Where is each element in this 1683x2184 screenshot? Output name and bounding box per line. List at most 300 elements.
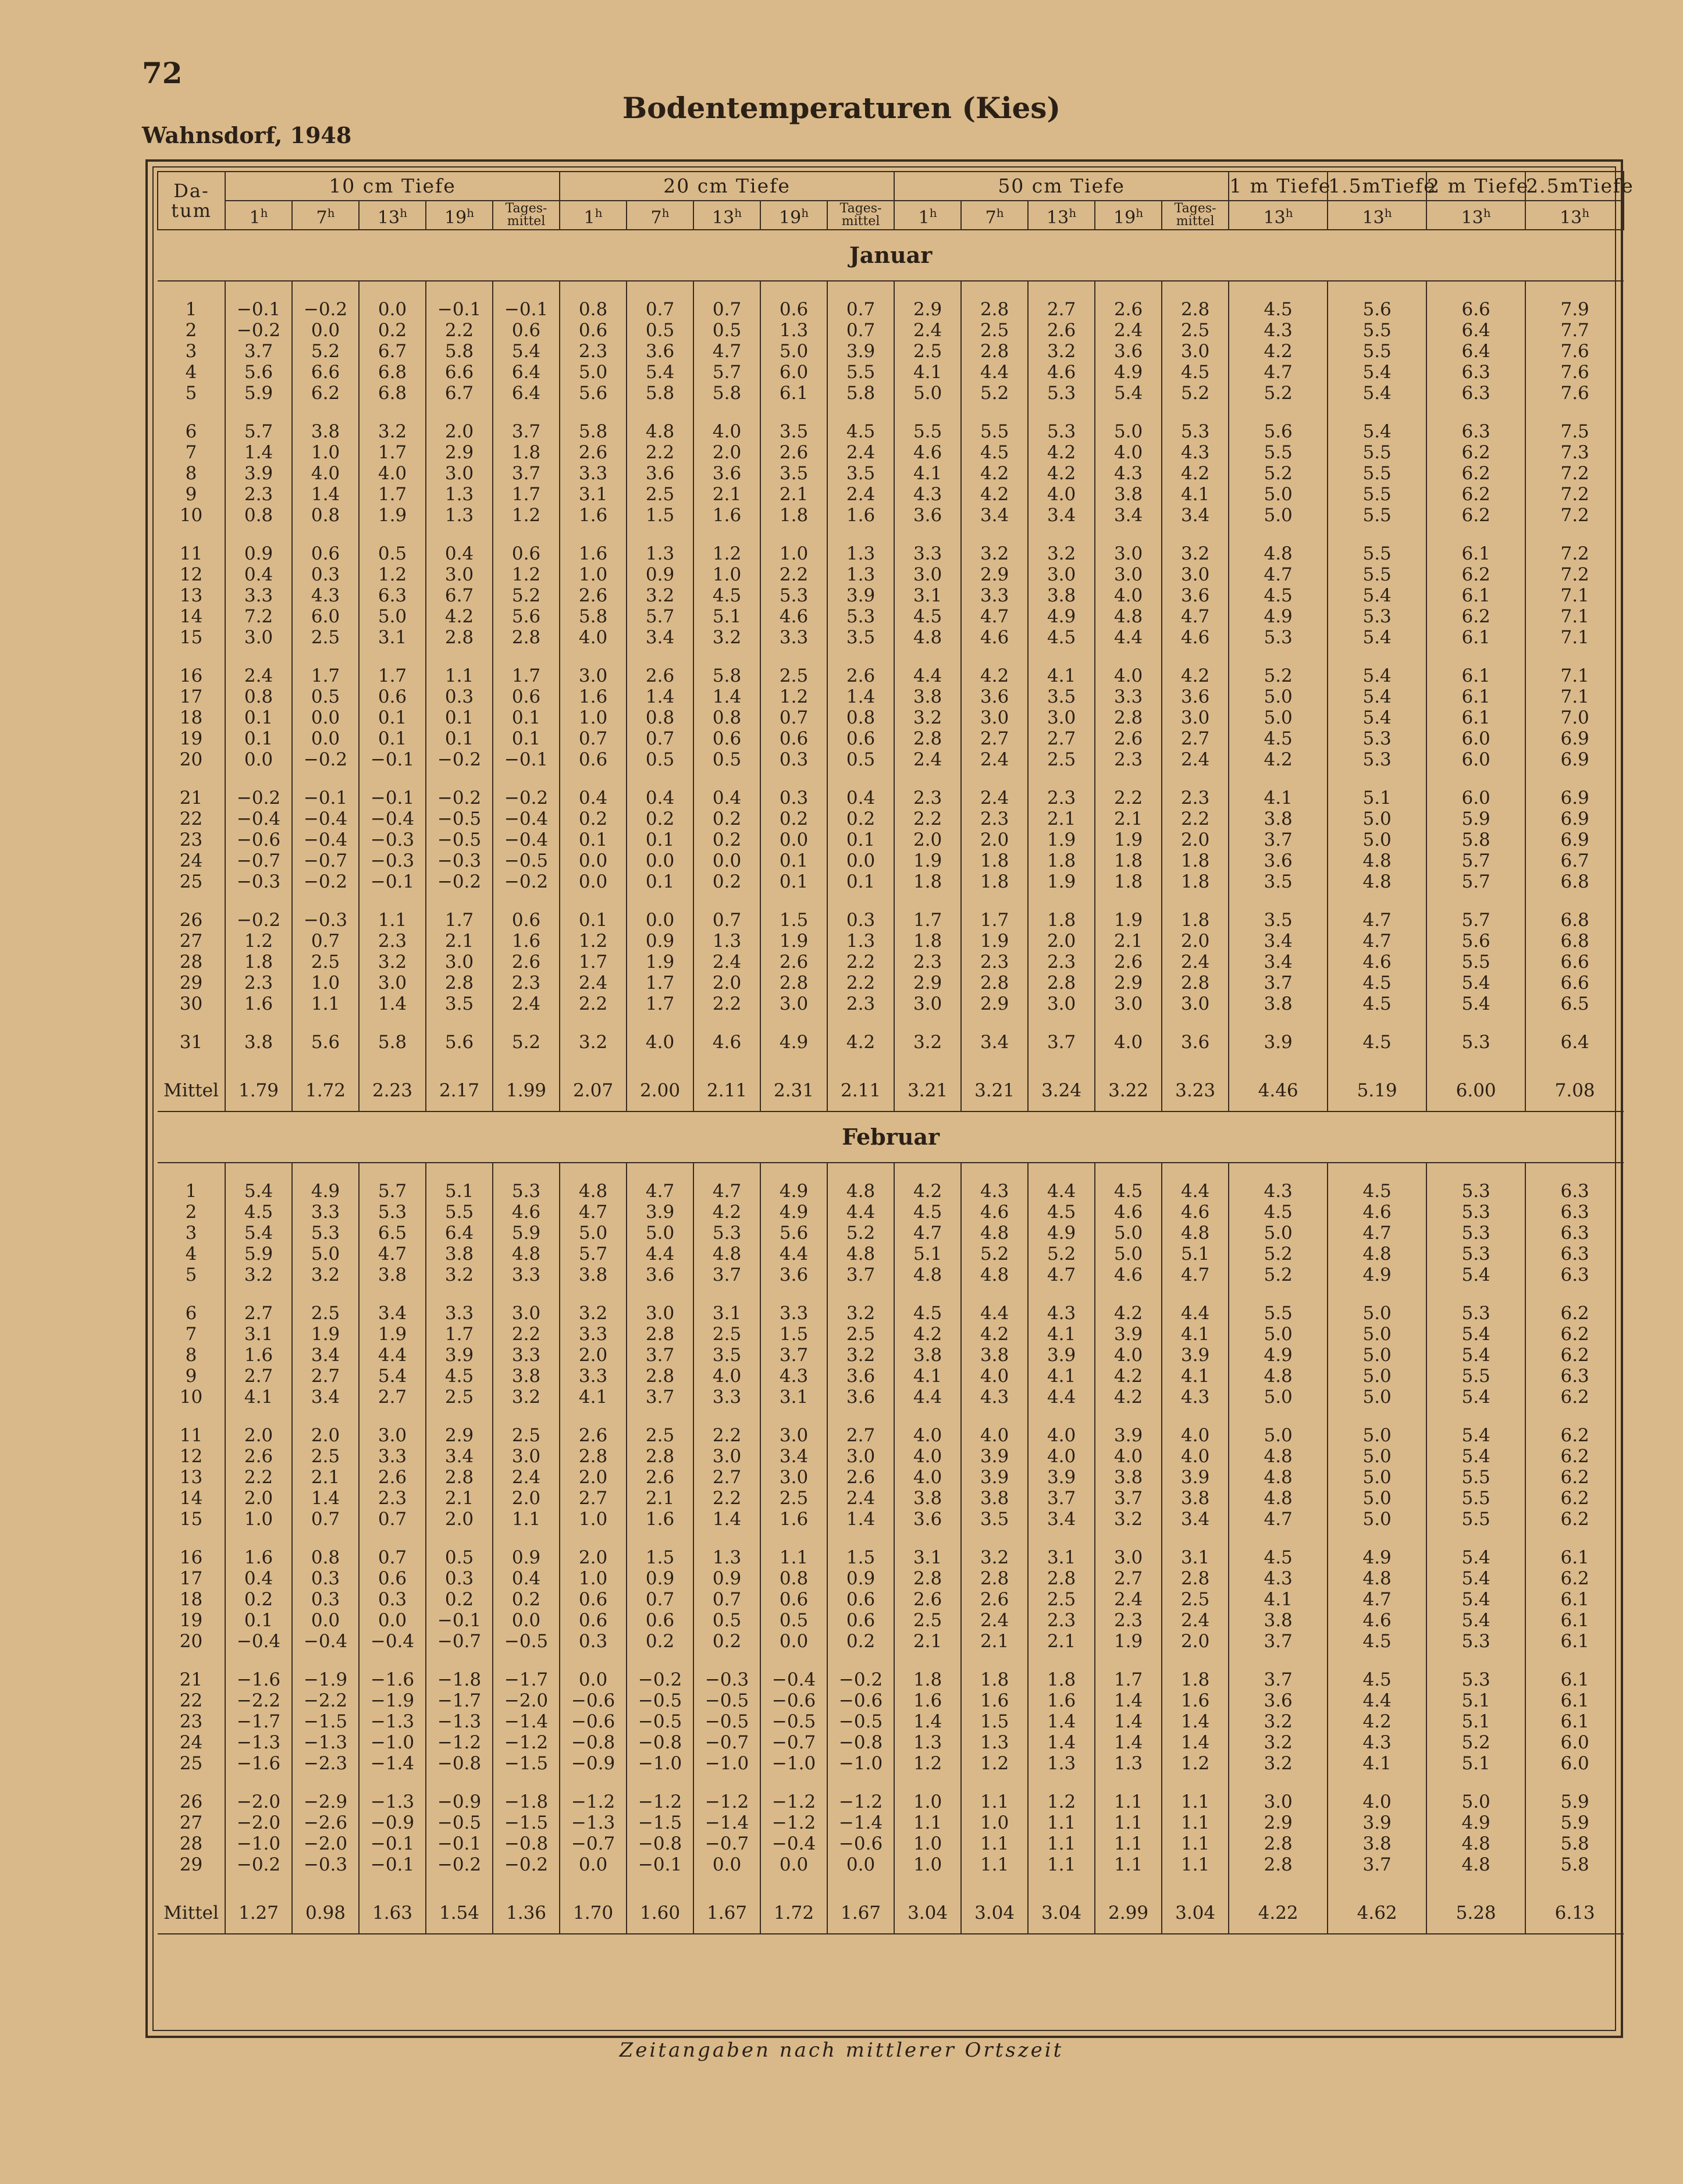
value-cell: 2.4 xyxy=(493,1467,560,1488)
value-cell: 4.0 xyxy=(1028,1425,1095,1446)
value-cell: 6.3 xyxy=(1525,1244,1624,1264)
spacer-cell xyxy=(760,1875,827,1893)
value-cell: −0.5 xyxy=(426,808,493,829)
value-cell: 0.1 xyxy=(359,707,426,728)
spacer-cell xyxy=(693,1875,760,1893)
value-cell: 4.8 xyxy=(1328,850,1426,871)
day-cell: 28 xyxy=(179,952,203,972)
day-cell: 23 xyxy=(179,829,203,850)
value-cell: 0.5 xyxy=(359,543,426,564)
value-cell: 5.3 xyxy=(493,1181,560,1202)
value-cell: 3.0 xyxy=(1162,707,1229,728)
value-cell: 3.3 xyxy=(760,627,827,648)
value-cell: 5.1 xyxy=(1328,788,1426,808)
spacer-cell xyxy=(1095,1875,1162,1893)
value-cell: 3.0 xyxy=(1162,341,1229,362)
day-cell: 16 xyxy=(179,1547,203,1568)
value-cell: 2.6 xyxy=(1028,320,1095,341)
spacer-row xyxy=(158,1163,1624,1181)
value-cell: 1.0 xyxy=(292,442,359,463)
table-row xyxy=(158,1589,1624,1610)
value-cell: 1.6 xyxy=(1028,1690,1095,1711)
spacer-cell xyxy=(1525,648,1624,665)
value-cell: 4.5 xyxy=(1028,627,1095,648)
value-cell: 5.9 xyxy=(1426,808,1525,829)
value-cell: 3.3 xyxy=(760,1303,827,1324)
spacer-cell xyxy=(1095,892,1162,910)
spacer-cell xyxy=(894,281,961,299)
table-row xyxy=(158,1854,1624,1875)
value-cell: 2.5 xyxy=(1028,749,1095,770)
value-cell: 3.0 xyxy=(760,993,827,1014)
mittel-value: 2.23 xyxy=(359,1070,426,1111)
value-cell: 0.5 xyxy=(693,1610,760,1631)
table-row xyxy=(158,505,1624,526)
value-cell: 3.5 xyxy=(760,421,827,442)
spacer-cell xyxy=(1162,1014,1229,1032)
value-cell: 4.5 xyxy=(225,1202,292,1223)
value-cell: 2.4 xyxy=(894,749,961,770)
value-cell: 6.4 xyxy=(1426,320,1525,341)
value-cell: 6.9 xyxy=(1525,808,1624,829)
value-cell: 1.1 xyxy=(760,1547,827,1568)
value-cell: 4.8 xyxy=(1095,606,1162,627)
value-cell: 5.3 xyxy=(1426,1244,1525,1264)
value-cell: 5.3 xyxy=(1328,749,1426,770)
value-cell: 0.0 xyxy=(292,320,359,341)
value-cell: 3.2 xyxy=(1229,1732,1328,1753)
value-cell: 0.1 xyxy=(426,707,493,728)
value-cell: 4.4 xyxy=(961,362,1028,383)
value-cell: 0.5 xyxy=(627,749,693,770)
value-cell: 0.8 xyxy=(292,1547,359,1568)
spacer-cell xyxy=(426,1408,493,1425)
value-cell: 6.0 xyxy=(1426,728,1525,749)
value-cell: 1.5 xyxy=(760,910,827,931)
spacer-cell xyxy=(292,404,359,421)
spacer-cell xyxy=(1095,281,1162,299)
value-cell: 5.7 xyxy=(225,421,292,442)
spacer-cell xyxy=(1525,1652,1624,1669)
value-cell: 4.2 xyxy=(1095,1366,1162,1387)
value-cell: 5.0 xyxy=(1095,421,1162,442)
value-cell: 3.8 xyxy=(961,1488,1028,1509)
day-cell: 17 xyxy=(179,686,203,707)
value-cell: 5.2 xyxy=(961,1244,1028,1264)
value-cell: 3.9 xyxy=(426,1345,493,1366)
value-cell: 6.1 xyxy=(1525,1610,1624,1631)
table-row xyxy=(158,627,1624,648)
value-cell: 6.1 xyxy=(1426,627,1525,648)
day-cell: 9 xyxy=(185,484,197,505)
value-cell: 7.2 xyxy=(1525,505,1624,526)
value-cell: 3.0 xyxy=(225,627,292,648)
mittel-label: Mittel xyxy=(158,1070,225,1111)
value-cell: 1.1 xyxy=(359,910,426,931)
table-row xyxy=(158,1032,1624,1053)
value-cell: 6.5 xyxy=(1525,993,1624,1014)
value-cell: 4.3 xyxy=(1028,1303,1095,1324)
value-cell: 4.4 xyxy=(1028,1387,1095,1408)
value-cell: 2.4 xyxy=(693,952,760,972)
value-cell: 6.2 xyxy=(292,383,359,404)
value-cell: 4.4 xyxy=(359,1345,426,1366)
spacer-cell xyxy=(1426,1774,1525,1791)
value-cell: 2.3 xyxy=(1028,952,1095,972)
spacer-cell xyxy=(493,1163,560,1181)
value-cell: 3.2 xyxy=(827,1345,894,1366)
spacer-cell xyxy=(1095,770,1162,788)
spacer-cell xyxy=(1426,892,1525,910)
value-cell: 1.4 xyxy=(627,686,693,707)
day-cell: 31 xyxy=(179,1032,203,1053)
spacer-cell xyxy=(1028,892,1095,910)
value-cell: 3.2 xyxy=(292,1264,359,1285)
value-cell: 0.6 xyxy=(560,320,627,341)
value-cell: 0.2 xyxy=(827,1631,894,1652)
hour-sup: h xyxy=(929,205,937,220)
value-cell: 4.7 xyxy=(1328,910,1426,931)
value-cell: 1.7 xyxy=(493,484,560,505)
value-cell: 4.7 xyxy=(627,1181,693,1202)
spacer-cell xyxy=(627,648,693,665)
spacer-cell xyxy=(359,526,426,543)
spacer-cell xyxy=(560,892,627,910)
value-cell: 0.6 xyxy=(760,299,827,320)
mittel-value: 4.62 xyxy=(1328,1893,1426,1934)
day-cell: 7 xyxy=(185,1324,197,1345)
value-cell: 4.6 xyxy=(1095,1202,1162,1223)
spacer-cell xyxy=(1426,1875,1525,1893)
day-cell: 29 xyxy=(179,972,203,993)
spacer-cell xyxy=(961,1163,1028,1181)
table-row xyxy=(158,871,1624,892)
value-cell: −0.8 xyxy=(627,1833,693,1854)
value-cell: 2.4 xyxy=(961,1610,1028,1631)
value-cell: −0.4 xyxy=(225,808,292,829)
value-cell: 6.3 xyxy=(1426,362,1525,383)
value-cell: 2.4 xyxy=(1162,1610,1229,1631)
spacer-cell xyxy=(426,770,493,788)
value-cell: 6.2 xyxy=(1525,1425,1624,1446)
value-cell: 5.8 xyxy=(627,383,693,404)
value-cell: 1.1 xyxy=(961,1854,1028,1875)
value-cell: 4.5 xyxy=(894,606,961,627)
value-cell: −1.5 xyxy=(493,1812,560,1833)
spacer-cell xyxy=(158,526,225,543)
spacer-cell xyxy=(1028,1530,1095,1547)
value-cell: 2.8 xyxy=(1162,972,1229,993)
value-cell: 4.5 xyxy=(1162,362,1229,383)
value-cell: 1.4 xyxy=(827,1509,894,1530)
spacer-cell xyxy=(426,1285,493,1303)
value-cell: 5.6 xyxy=(560,383,627,404)
value-cell: 5.2 xyxy=(1229,1264,1328,1285)
value-cell: 1.3 xyxy=(426,484,493,505)
value-cell: 0.2 xyxy=(359,320,426,341)
value-cell: 1.7 xyxy=(359,665,426,686)
spacer-cell xyxy=(693,281,760,299)
spacer-cell xyxy=(961,770,1028,788)
value-cell: 2.2 xyxy=(225,1467,292,1488)
value-cell: −1.8 xyxy=(493,1791,560,1812)
spacer-cell xyxy=(426,1652,493,1669)
value-cell: 1.3 xyxy=(827,931,894,952)
value-cell: 0.2 xyxy=(760,808,827,829)
spacer-cell xyxy=(1095,1285,1162,1303)
spacer-cell xyxy=(1162,1408,1229,1425)
value-cell: 5.4 xyxy=(1426,1589,1525,1610)
value-cell: −1.3 xyxy=(560,1812,627,1833)
value-cell: 5.0 xyxy=(1328,1324,1426,1345)
value-cell: 4.2 xyxy=(1095,1387,1162,1408)
value-cell: 4.5 xyxy=(1328,1032,1426,1053)
table-row xyxy=(158,463,1624,484)
value-cell: 1.0 xyxy=(292,972,359,993)
value-cell: 6.3 xyxy=(1525,1366,1624,1387)
value-cell: 4.0 xyxy=(359,463,426,484)
day-cell: 18 xyxy=(179,1589,203,1610)
spacer-cell xyxy=(894,1530,961,1547)
value-cell: 4.6 xyxy=(1328,1202,1426,1223)
spacer-cell xyxy=(493,770,560,788)
value-cell: −0.8 xyxy=(560,1732,627,1753)
value-cell: −0.2 xyxy=(225,1854,292,1875)
value-cell: 3.7 xyxy=(1095,1488,1162,1509)
value-cell: −0.7 xyxy=(693,1833,760,1854)
spacer-cell xyxy=(1229,526,1328,543)
spacer-cell xyxy=(560,770,627,788)
value-cell: 6.2 xyxy=(1426,564,1525,585)
hour-header: 13$^h$ xyxy=(1229,201,1328,230)
spacer-cell xyxy=(158,1652,225,1669)
mittel-value: 1.72 xyxy=(292,1070,359,1111)
spacer-cell xyxy=(426,1530,493,1547)
value-cell: 2.8 xyxy=(894,1568,961,1589)
value-cell: 2.6 xyxy=(1095,952,1162,972)
value-cell: 4.2 xyxy=(1328,1711,1426,1732)
spacer-cell xyxy=(961,1014,1028,1032)
spacer-cell xyxy=(961,404,1028,421)
spacer-cell xyxy=(292,1285,359,1303)
value-cell: 3.0 xyxy=(1095,543,1162,564)
value-cell: 6.6 xyxy=(1426,299,1525,320)
value-cell: 6.9 xyxy=(1525,749,1624,770)
value-cell: 4.2 xyxy=(894,1181,961,1202)
value-cell: 4.1 xyxy=(1229,1589,1328,1610)
value-cell: 0.1 xyxy=(426,728,493,749)
value-cell: 3.6 xyxy=(1095,341,1162,362)
value-cell: −0.6 xyxy=(827,1833,894,1854)
value-cell: 5.7 xyxy=(560,1244,627,1264)
value-cell: 4.3 xyxy=(1095,463,1162,484)
spacer-cell xyxy=(292,1875,359,1893)
value-cell: 4.5 xyxy=(1328,993,1426,1014)
day-cell: 10 xyxy=(179,505,203,526)
hour-sup: h xyxy=(996,205,1004,220)
value-cell: 7.3 xyxy=(1525,442,1624,463)
spacer-cell xyxy=(225,1774,292,1791)
value-cell: 3.6 xyxy=(627,1264,693,1285)
spacer-cell xyxy=(961,1774,1028,1791)
spacer-cell xyxy=(426,1774,493,1791)
value-cell: 2.8 xyxy=(426,627,493,648)
value-cell: 3.1 xyxy=(693,1303,760,1324)
value-cell: 4.5 xyxy=(827,421,894,442)
value-cell: 4.7 xyxy=(1328,1589,1426,1610)
spacer-cell xyxy=(225,770,292,788)
spacer-cell xyxy=(292,526,359,543)
value-cell: 4.0 xyxy=(1095,665,1162,686)
value-cell: 4.6 xyxy=(1028,362,1095,383)
value-cell: 3.2 xyxy=(426,1264,493,1285)
value-cell: 0.7 xyxy=(693,910,760,931)
spacer-cell xyxy=(760,1053,827,1070)
value-cell: 5.8 xyxy=(1426,829,1525,850)
value-cell: 6.0 xyxy=(1525,1753,1624,1774)
value-cell: −0.6 xyxy=(225,829,292,850)
value-cell: 1.4 xyxy=(827,686,894,707)
value-cell: 0.0 xyxy=(760,1631,827,1652)
spacer-cell xyxy=(1328,1875,1426,1893)
value-cell: 4.2 xyxy=(1028,442,1095,463)
value-cell: 6.0 xyxy=(760,362,827,383)
value-cell: 1.2 xyxy=(225,931,292,952)
spacer-cell xyxy=(693,770,760,788)
mittel-value: 1.70 xyxy=(560,1893,627,1934)
value-cell: 4.9 xyxy=(1028,606,1095,627)
value-cell: 5.4 xyxy=(1426,972,1525,993)
hour-sup: h xyxy=(1285,205,1293,220)
spacer-cell xyxy=(1028,1652,1095,1669)
value-cell: 5.5 xyxy=(1426,1366,1525,1387)
spacer-cell xyxy=(560,404,627,421)
value-cell: 2.4 xyxy=(1162,749,1229,770)
value-cell: 6.9 xyxy=(1525,728,1624,749)
value-cell: 5.6 xyxy=(493,606,560,627)
table-row xyxy=(158,728,1624,749)
value-cell: 4.8 xyxy=(1229,1488,1328,1509)
day-cell: 24 xyxy=(179,850,203,871)
value-cell: 5.0 xyxy=(760,341,827,362)
value-cell: 4.1 xyxy=(560,1387,627,1408)
value-cell: 2.7 xyxy=(1028,299,1095,320)
value-cell: 0.0 xyxy=(560,871,627,892)
value-cell: 2.0 xyxy=(225,1425,292,1446)
value-cell: −0.2 xyxy=(493,788,560,808)
value-cell: 0.9 xyxy=(627,564,693,585)
value-cell: 1.3 xyxy=(827,564,894,585)
value-cell: 0.1 xyxy=(359,728,426,749)
spacer-cell xyxy=(760,648,827,665)
value-cell: −1.5 xyxy=(627,1812,693,1833)
value-cell: 4.7 xyxy=(961,606,1028,627)
value-cell: 4.2 xyxy=(693,1202,760,1223)
spacer-cell xyxy=(693,526,760,543)
day-cell: 20 xyxy=(179,1631,203,1652)
value-cell: 0.0 xyxy=(560,1669,627,1690)
value-cell: 6.2 xyxy=(1525,1446,1624,1467)
value-cell: 0.6 xyxy=(493,686,560,707)
value-cell: 5.3 xyxy=(1426,1669,1525,1690)
spacer-cell xyxy=(1328,1014,1426,1032)
mittel-value: 0.98 xyxy=(292,1893,359,1934)
spacer-cell xyxy=(292,1530,359,1547)
depth-group-header: 10 cm Tiefe xyxy=(225,172,560,201)
spacer-cell xyxy=(1426,1652,1525,1669)
spacer-cell xyxy=(627,1014,693,1032)
value-cell: 1.7 xyxy=(961,910,1028,931)
value-cell: 0.1 xyxy=(827,829,894,850)
value-cell: 1.6 xyxy=(760,1509,827,1530)
spacer-cell xyxy=(760,770,827,788)
value-cell: 0.2 xyxy=(493,1589,560,1610)
value-cell: 4.6 xyxy=(1328,1610,1426,1631)
value-cell: 2.0 xyxy=(560,1345,627,1366)
value-cell: 4.8 xyxy=(627,421,693,442)
value-cell: 4.2 xyxy=(1229,341,1328,362)
value-cell: 3.2 xyxy=(1229,1753,1328,1774)
day-cell: 28 xyxy=(179,1833,203,1854)
value-cell: 5.7 xyxy=(1426,871,1525,892)
value-cell: 0.1 xyxy=(493,707,560,728)
spacer-cell xyxy=(894,1053,961,1070)
value-cell: −0.2 xyxy=(292,299,359,320)
hour-sup: h xyxy=(1582,205,1590,220)
value-cell: 5.4 xyxy=(359,1366,426,1387)
value-cell: −0.2 xyxy=(292,871,359,892)
value-cell: 3.6 xyxy=(894,505,961,526)
spacer-cell xyxy=(493,404,560,421)
value-cell: −1.2 xyxy=(760,1812,827,1833)
value-cell: 1.1 xyxy=(1162,1791,1229,1812)
tagesmittel-header xyxy=(827,201,894,230)
value-cell: 2.8 xyxy=(961,299,1028,320)
value-cell: 2.5 xyxy=(693,1324,760,1345)
value-cell: 2.2 xyxy=(693,993,760,1014)
value-cell: 5.3 xyxy=(693,1223,760,1244)
spacer-cell xyxy=(560,281,627,299)
hour-header: 19$^h$ xyxy=(760,201,827,230)
value-cell: 4.9 xyxy=(760,1032,827,1053)
value-cell: 1.3 xyxy=(894,1732,961,1753)
spacer-cell xyxy=(1328,1163,1426,1181)
value-cell: 3.5 xyxy=(693,1345,760,1366)
value-cell: 0.1 xyxy=(225,707,292,728)
day-cell: 21 xyxy=(179,788,203,808)
value-cell: 3.5 xyxy=(1028,686,1095,707)
hour-header: 7$^h$ xyxy=(961,201,1028,230)
value-cell: 6.2 xyxy=(1525,1345,1624,1366)
value-cell: 2.5 xyxy=(961,320,1028,341)
hour-sup: h xyxy=(734,205,742,220)
value-cell: 3.2 xyxy=(627,585,693,606)
hour-sup: h xyxy=(661,205,670,220)
value-cell: 6.6 xyxy=(426,362,493,383)
spacer-cell xyxy=(1229,404,1328,421)
value-cell: −0.7 xyxy=(760,1732,827,1753)
value-cell: −1.6 xyxy=(225,1753,292,1774)
value-cell: −1.3 xyxy=(225,1732,292,1753)
spacer-cell xyxy=(493,1408,560,1425)
value-cell: 6.0 xyxy=(292,606,359,627)
day-cell: 9 xyxy=(185,1366,197,1387)
value-cell: 4.6 xyxy=(961,1202,1028,1223)
spacer-cell xyxy=(1426,1163,1525,1181)
hour-header: 13$^h$ xyxy=(1426,201,1525,230)
spacer-cell xyxy=(359,648,426,665)
spacer-cell xyxy=(292,281,359,299)
